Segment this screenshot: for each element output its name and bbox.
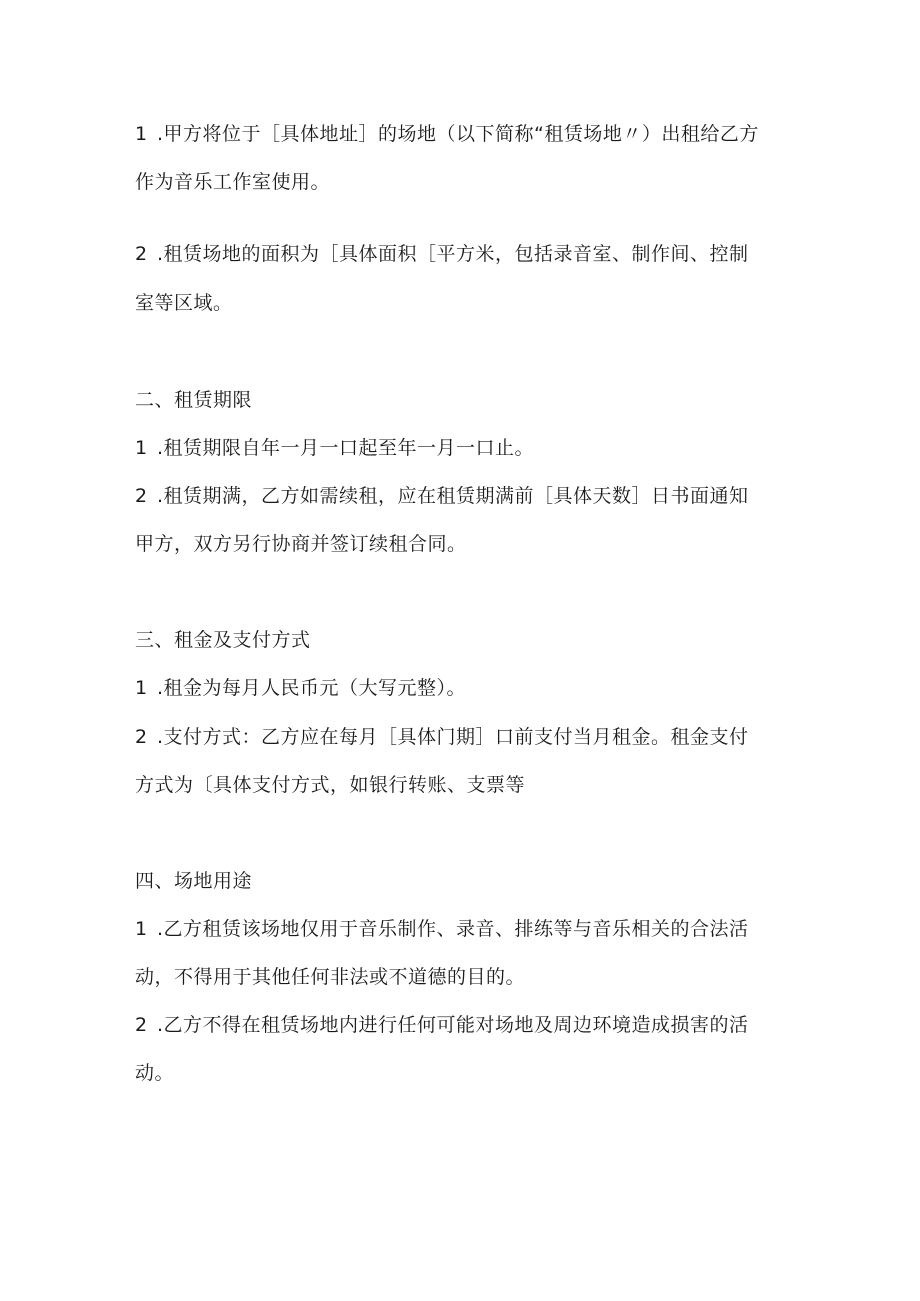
clause-text: .支付方式：乙方应在每月［具体门期］口前支付当月租金。租金支付 (157, 726, 749, 748)
clause-number: 2 (135, 726, 148, 748)
clause-text: .甲方将位于［具体地址］的场地（以下简称“租赁场地〃）出租给乙方 (157, 123, 759, 145)
section-heading-3 (135, 628, 785, 652)
clause-4-1 (135, 917, 785, 941)
clause-number: 2 (135, 1014, 148, 1036)
clause-4-1-cont (135, 965, 785, 989)
clause-text: .租金为每月人民币元（大写元整）。 (157, 677, 467, 699)
clause-text: .租赁期满，乙方如需续租，应在租赁期满前［具体天数］日书面通知 (157, 485, 749, 507)
clause-text: 甲方，双方另行协商并签订续租合同。 (135, 533, 467, 555)
clause-text: 动，不得用于其他任何非法或不道德的目的。 (135, 966, 526, 988)
section-heading-2 (135, 388, 785, 412)
clause-number: 1 (135, 677, 148, 699)
clause-4-2 (135, 1013, 785, 1037)
clause-number: 1 (135, 123, 148, 145)
clause-1-1 (135, 122, 785, 146)
section-title: 四、场地用途 (135, 870, 253, 892)
section-title: 二、租赁期限 (135, 389, 253, 411)
section-title: 三、租金及支付方式 (135, 629, 311, 651)
clause-number: 1 (135, 437, 148, 459)
clause-4-2-cont (135, 1061, 785, 1085)
clause-text: .乙方租赁该场地仅用于音乐制作、录音、排练等与音乐相关的合法活 (157, 918, 749, 940)
clause-number: 2 (135, 485, 148, 507)
clause-text: .乙方不得在租赁场地内进行任何可能对场地及周边环境造成损害的活 (157, 1014, 749, 1036)
clause-3-1 (135, 676, 785, 700)
clause-text: .租赁场地的面积为［具体面积［平方米，包括录音室、制作间、控制 (157, 243, 749, 265)
clause-text: 方式为〔具体支付方式，如银行转账、支票等 (135, 774, 526, 796)
clause-text: .租赁期限自年一月一口起至年一月一口止。 (157, 437, 535, 459)
clause-number: 2 (135, 243, 148, 265)
clause-number: 1 (135, 918, 148, 940)
clause-3-2-cont (135, 773, 785, 797)
clause-3-2 (135, 725, 785, 749)
clause-text: 作为音乐工作室使用。 (135, 171, 331, 193)
clause-2-2-cont (135, 532, 785, 556)
clause-1-1-cont (135, 170, 785, 194)
section-heading-4 (135, 869, 785, 893)
clause-2-2 (135, 484, 785, 508)
clause-1-2-cont (135, 291, 785, 315)
clause-text: 动。 (135, 1062, 175, 1084)
clause-1-2 (135, 242, 785, 266)
clause-text: 室等区域。 (135, 292, 233, 314)
clause-2-1 (135, 436, 785, 460)
